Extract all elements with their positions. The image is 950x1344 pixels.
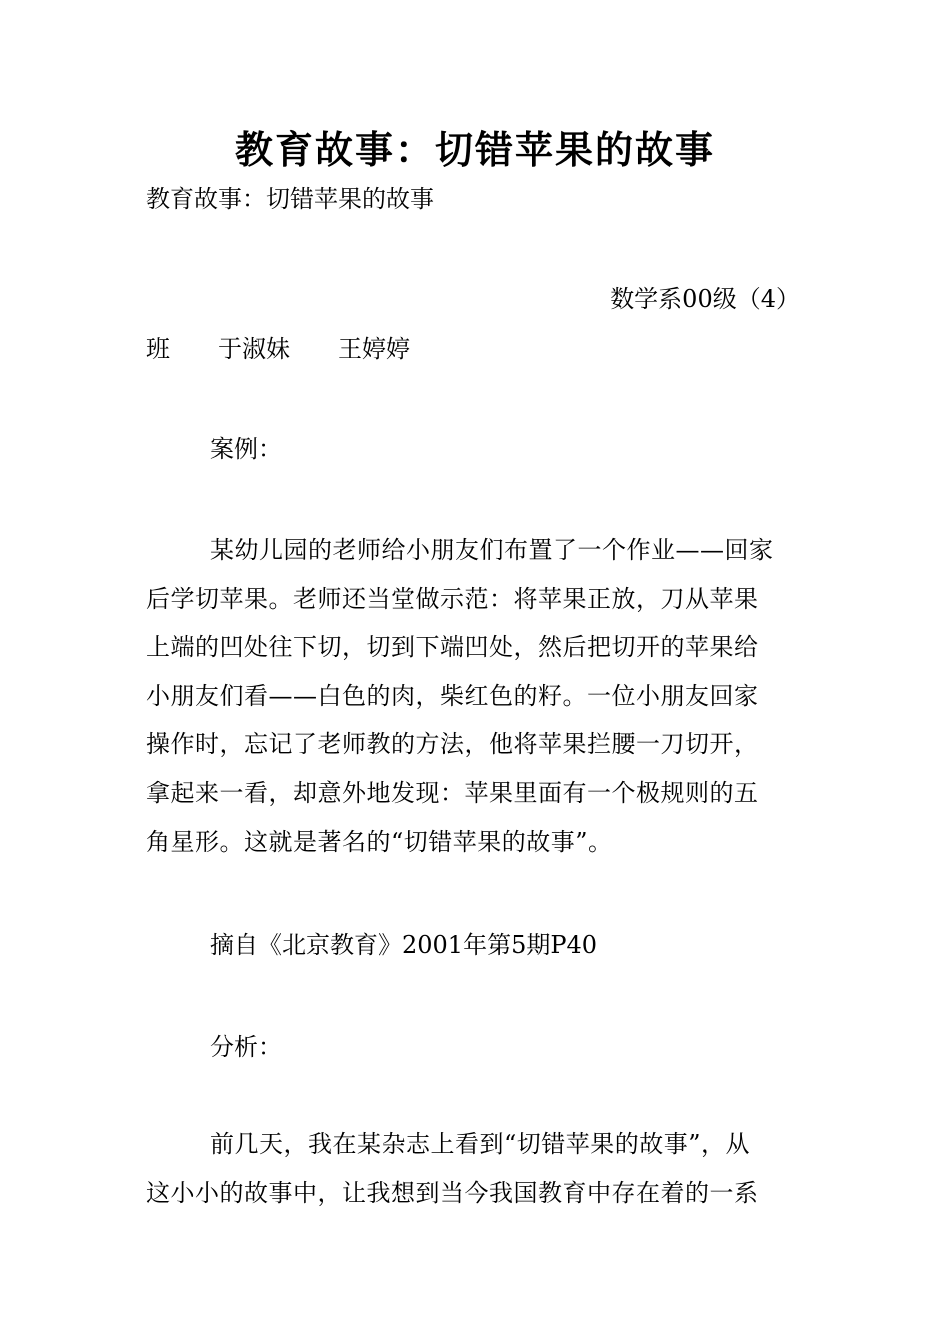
case-line: 后学切苹果。老师还当堂做示范：将苹果正放，刀从苹果: [146, 584, 759, 613]
case-line: 操作时，忘记了老师教的方法，他将苹果拦腰一刀切开，: [146, 730, 759, 759]
analysis-label: 分析：: [210, 1033, 282, 1061]
document-subtitle: 教育故事：切错苹果的故事: [146, 185, 434, 213]
analysis-line: 这小小的故事中，让我想到当今我国教育中存在着的一系: [146, 1178, 759, 1207]
case-line: 角星形。这就是著名的“切错苹果的故事”。: [146, 827, 613, 856]
analysis-line: 前几天，我在某杂志上看到“切错苹果的故事”，从: [210, 1130, 751, 1158]
analysis-paragraph: [146, 1120, 806, 1217]
document-title: 教育故事：切错苹果的故事: [234, 127, 715, 172]
source-citation: 摘自《北京教育》2001年第5期P40: [210, 931, 598, 959]
class-and-authors: 班 于淑妹 王婷婷: [146, 335, 410, 363]
case-line: 上端的凹处往下切，切到下端凹处，然后把切开的苹果给: [146, 633, 759, 662]
case-line: 某幼儿园的老师给小朋友们布置了一个作业——回家: [210, 536, 774, 564]
case-line: 拿起来一看，却意外地发现：苹果里面有一个极规则的五: [146, 778, 759, 807]
case-line: 小朋友们看——白色的肉，柴红色的籽。一位小朋友回家: [146, 681, 759, 710]
case-paragraph: [146, 526, 806, 866]
department-line: 数学系00级（4）: [610, 285, 800, 313]
case-label: 案例：: [210, 435, 282, 463]
